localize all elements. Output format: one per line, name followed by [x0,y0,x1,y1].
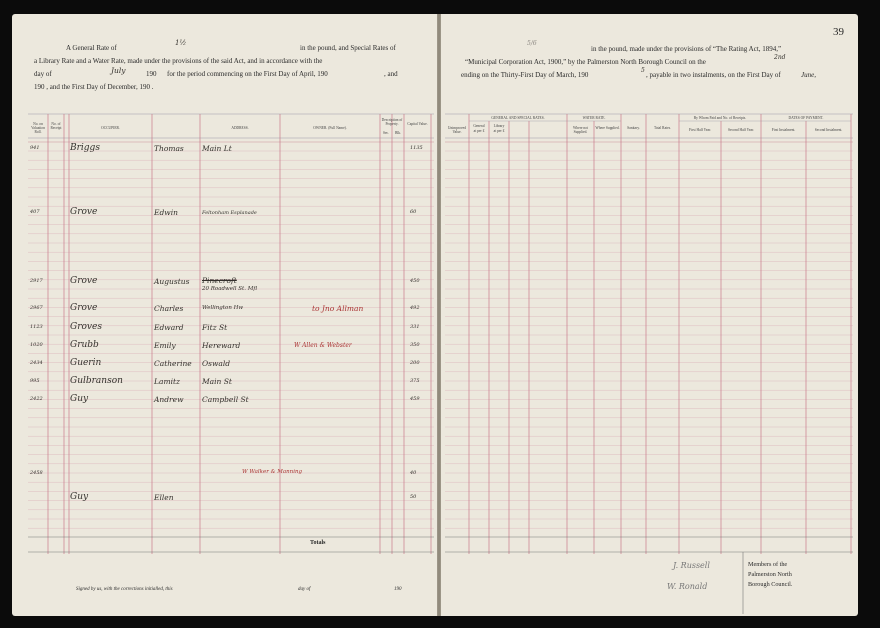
col-dates-of-payment: DATES OF PAYMENT. [788,116,824,120]
entry-value: 40 [410,470,417,476]
left-header-line3b: 190 [146,70,157,78]
entry-address: Main Lt [202,144,232,153]
right-header-line3b: , payable in two instalments, on the First Day of [646,71,781,79]
right-header-line1: in the pound, made under the provisions of “The Rating Act, 1894,” [591,45,782,53]
entry-roll: 2458 [30,470,43,476]
entry-value: 492 [410,305,420,311]
signature-2: W. Ronald [667,582,708,591]
entry-value: 375 [410,378,420,384]
entry-address: Fitz St [202,323,228,332]
entry-first-name: Edwin [154,208,178,217]
entry-address: Oswald [202,359,231,368]
entry-roll: 2434 [30,360,43,366]
right-header-line2: “Municipal Corporation Act, 1900,” by the Palmerston North Borough Council on the [465,58,706,66]
col-address: ADDRESS. [231,126,249,130]
left-header-line3a: day of [34,70,52,78]
left-header-line4: 190 , and the First Day of December, 190 . [34,83,154,91]
entry-first-name: Thomas [154,144,184,153]
col-first-instalment: First Instalment. [771,128,796,132]
left-ruling-grid [12,14,437,616]
col-second-instalment: Second Instalment. [814,128,843,132]
entry-occupier: Groves [70,322,102,332]
entry-first-name: Charles [154,304,184,313]
entry-occupier: Guy [70,492,89,502]
handwritten-year: 5 [641,67,645,74]
members-line3: Borough Council. [748,581,793,588]
entry-occupier: Grubb [70,340,99,350]
col-general-at-per: at per £ [473,129,485,133]
handwritten-month: July [111,66,126,75]
col-general: General [473,124,485,128]
entry-roll: 407 [30,209,40,215]
page-number: 39 [833,26,844,38]
entry-address: Campbell St [202,395,249,404]
footer-day-of: day of [298,587,311,592]
entry-occupier: Grove [70,276,98,286]
col-total-rates: Total Rates. [653,126,672,130]
members-line2: Palmerston North [748,571,792,578]
ledger-right-page [441,14,858,616]
col-second-half: Second Half Year. [728,128,754,132]
entry-address: Feltonham Esplanade [202,210,257,216]
entry-owner: W Allen & Webster [294,342,352,349]
entry-value: 459 [410,396,420,402]
members-line1: Members of the [748,561,788,568]
entry-value: 60 [410,209,417,215]
entry-address-amended: 20 Roadwell St. Mfl [202,286,258,292]
footer-year: 190 [394,587,402,592]
entry-occupier: Gulbranson [70,376,123,386]
right-header-month: June, [801,71,816,79]
entry-address: Main St [202,377,232,386]
entry-first-name: Emily [154,341,176,350]
col-description: Description of Property. [381,118,403,126]
entry-occupier: Grove [70,207,98,217]
entry-owner: W Walker & Manning [242,469,303,475]
col-general-special-rates: GENERAL AND SPECIAL RATES. [491,116,545,120]
entry-occupier: Guerin [70,358,102,368]
entry-first-name: Augustus [154,277,190,286]
entry-first-name: Edward [154,323,184,332]
totals-label: Totals [310,540,326,546]
left-header-line3c: for the period commencing on the First Day of April, 190 [167,70,328,78]
left-header-line2: a Library Rate and a Water Rate, made under the provisions of the said Act, and in accordance with the [34,57,323,65]
handwritten-library: 5/6 [527,40,537,47]
handwritten-rate: 1½ [175,39,187,47]
entry-value: 450 [410,278,420,284]
entry-roll: 2967 [30,305,43,311]
signature-1: J. Russell [673,561,710,570]
col-sanitary: Sanitary. [627,126,640,130]
col-library: Library [493,124,505,128]
entry-first-name: Andrew [154,395,184,404]
entry-value: 1135 [410,145,423,151]
entry-address: Wellington Hw [202,305,244,311]
col-owner: OWNER. (Full Name). [313,126,347,130]
entry-roll: 2917 [30,278,43,284]
right-ruling-grid [441,14,858,616]
ledger-left-page [12,14,437,616]
entry-value: 331 [410,324,420,330]
entry-value: 50 [410,494,417,500]
col-receipt: No. of Receipt [50,122,62,130]
col-valuation-roll: No. on Valuation Roll. [31,122,45,134]
footer-signed-text: Signed by us, with the corrections initialled, this [76,587,173,592]
left-header-line1a: A General Rate of [66,44,117,52]
col-by-whom-paid: By Whom Paid and No. of Receipts. [693,116,747,120]
entry-roll: 1020 [30,342,43,348]
right-header-line3a: ending on the Thirty-First Day of March, 190 [461,71,589,79]
col-unimproved-value: Unimproved Value. [447,126,467,134]
left-header-line3d: , and [384,70,398,78]
entry-roll: 941 [30,145,40,151]
entry-occupier: Grove [70,303,98,313]
col-blk: Blk. [394,131,402,135]
col-sec: Sec. [382,131,390,135]
entry-occupier: Guy [70,394,89,404]
entry-first-name: Catherine [154,359,192,368]
col-water-rate: WATER RATE. [582,116,606,120]
col-capital-value: Capital Value. [407,122,428,126]
entry-address: Hereward [202,341,241,350]
col-not-supplied: Where not Supplied. [572,126,589,134]
entry-value: 350 [410,342,420,348]
col-first-half: First Half Year. [689,128,711,132]
entry-roll: 995 [30,378,40,384]
col-supplied: Where Supplied. [595,126,620,130]
entry-value: 200 [410,360,420,366]
entry-first-name: Lamitz [154,377,180,386]
entry-first-name: Ellen [154,493,174,502]
entry-occupier: Briggs [70,143,100,153]
entry-owner: to Jno Allman [312,304,364,313]
entry-address: Pinecroft [202,276,237,285]
entry-roll: 2422 [30,396,43,402]
col-library-at-per: at per £ [493,129,505,133]
col-occupier: OCCUPIER. [101,126,120,130]
entry-roll: 1123 [30,324,43,330]
left-header-line1b: in the pound, and Special Rates of [300,44,396,52]
handwritten-day: 2nd [774,54,786,61]
